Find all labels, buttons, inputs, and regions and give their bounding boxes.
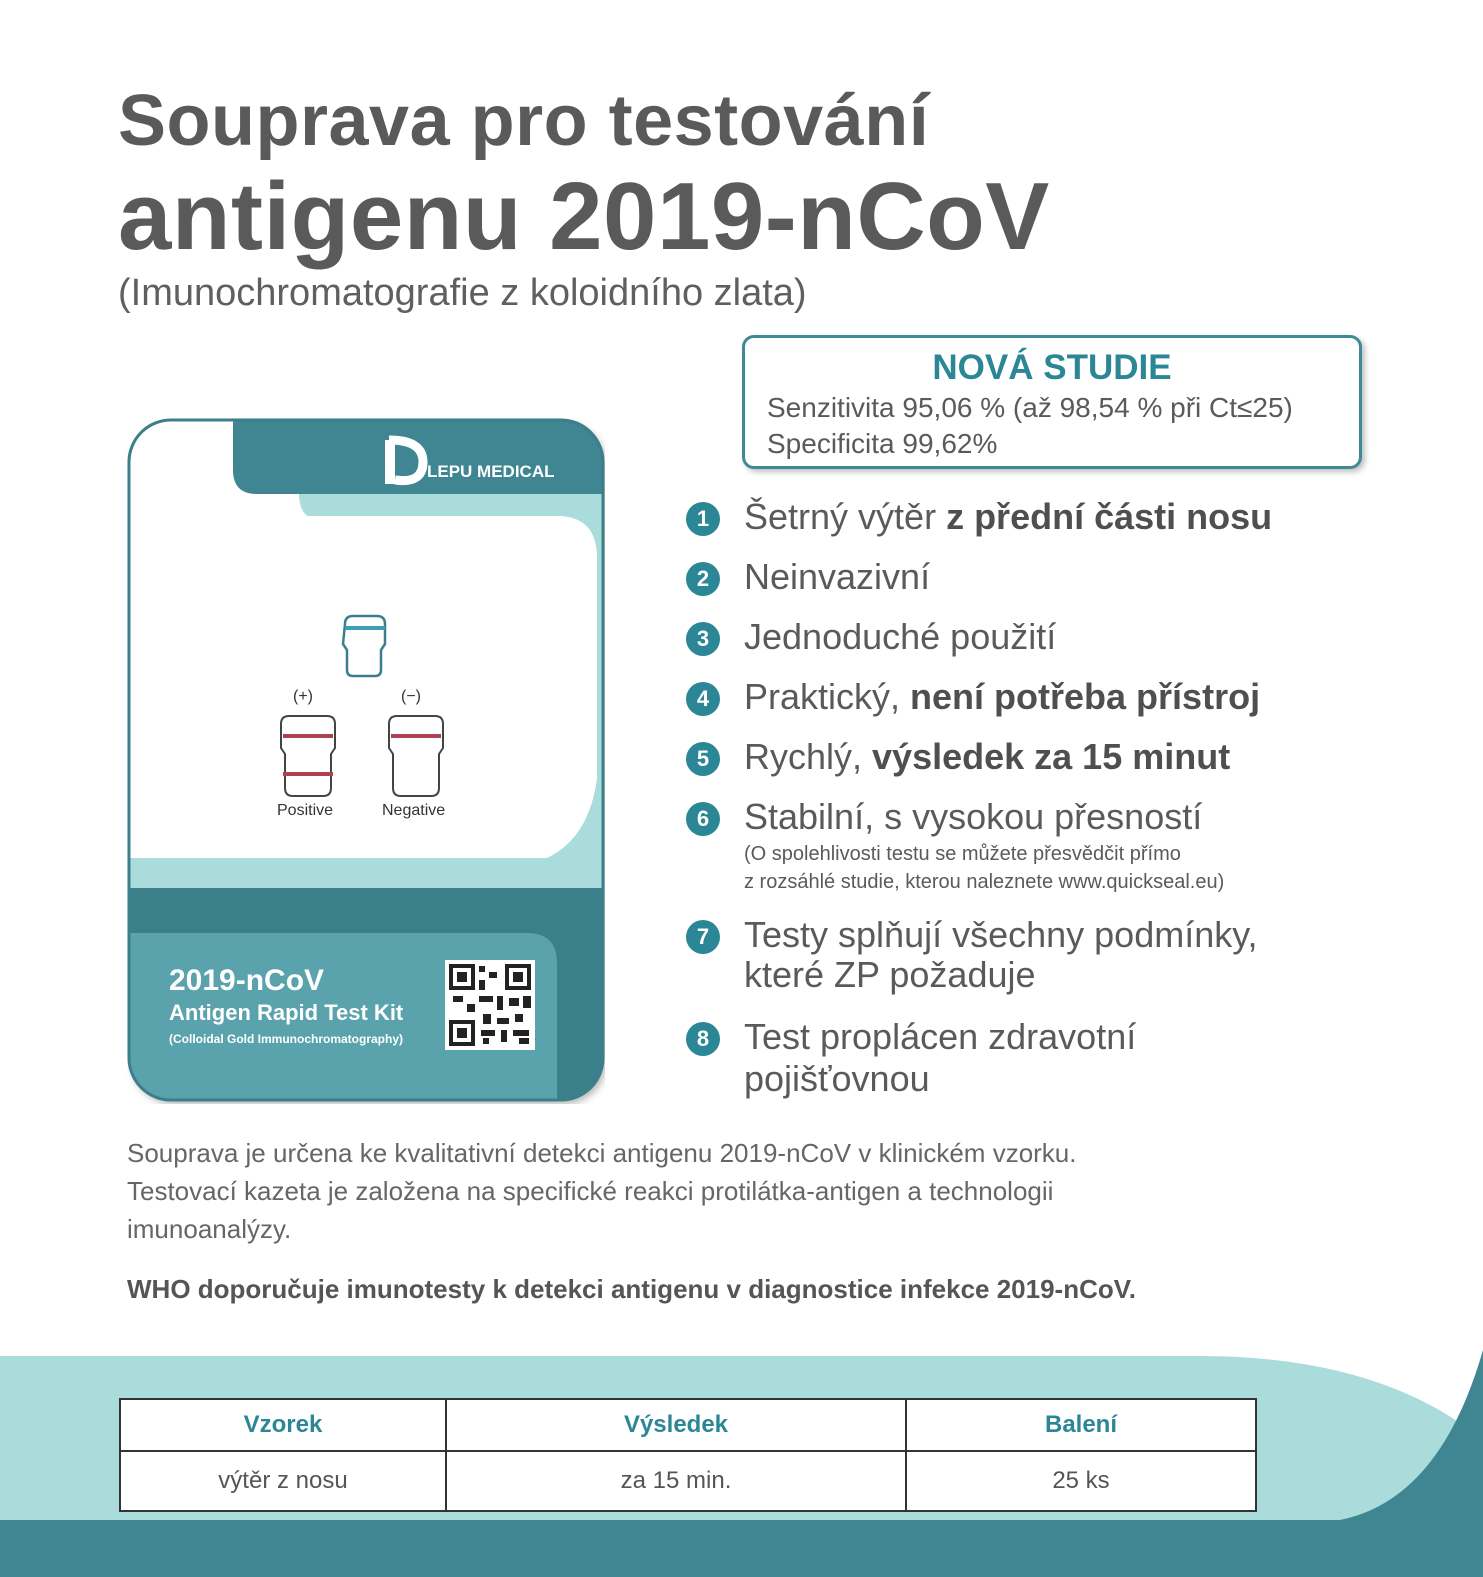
table-cell-result: za 15 min. [446,1451,906,1511]
kit-product-name: Antigen Rapid Test Kit [169,1000,404,1025]
description-line2: Testovací kazeta je založena na specifické reakci protilátka-antigen a technologii [127,1176,1054,1206]
feature-note-line2: z rozsáhlé studie, kterou naleznete www.quickseal.eu) [744,871,1225,893]
study-box [742,335,1362,469]
positive-cassette-icon [281,716,335,796]
study-heading: NOVÁ STUDIE [932,348,1172,387]
number-badge-icon: 2 [686,562,720,596]
page-title-line2: antigenu 2019-nCoV [118,163,1050,270]
feature-bold: není potřeba přístroj [910,676,1261,717]
negative-label: Negative [382,802,446,819]
description-line3: imunoanalýzy. [127,1214,292,1244]
feature-text-line2: pojišťovnou [744,1058,930,1099]
qr-code-icon [445,960,535,1050]
feature-text: Praktický, [744,676,911,717]
study-specificity: Specificita 99,62% [767,428,998,459]
feature-bold: výsledek za 15 minut [872,736,1231,777]
feature-text: Neinvazivní [744,556,931,597]
info-table [119,1398,1257,1512]
feature-text: Test proplácen zdravotní [744,1016,1137,1057]
negative-mark: (−) [401,688,421,705]
kit-product-code: 2019-nCoV [169,964,325,997]
table-cell-sample: výtěr z nosu [120,1451,446,1511]
page-subtitle: (Imunochromatografie z koloidního zlata) [118,272,807,314]
feature-text: Testy splňují všechny podmínky, [744,914,1258,955]
table-header-result: Výsledek [446,1399,906,1451]
positive-label: Positive [277,802,334,819]
number-badge-icon: 3 [686,622,720,656]
kit-box-illustration [127,418,605,1104]
table-header-packaging: Balení [906,1399,1256,1451]
number-badge-icon: 7 [686,920,720,954]
negative-cassette-icon [389,716,443,796]
description-line1: Souprava je určena ke kvalitativní detekci antigenu 2019-nCoV v klinickém vzorku. [127,1138,1077,1168]
study-sensitivity: Senzitivita 95,06 % (až 98,54 % při Ct≤25) [767,392,1293,423]
feature-text: Jednoduché použití [744,616,1057,657]
kit-brand-name: LEPU MEDICAL [427,462,555,481]
table-row [120,1451,1256,1511]
who-statement: WHO doporučuje imunotesty k detekci antigenu v diagnostice infekce 2019-nCoV. [127,1274,1136,1304]
page-title-line1: Souprava pro testování [118,81,930,161]
feature-text: Rychlý, [744,736,873,777]
table-cell-packaging: 25 ks [906,1451,1256,1511]
feature-text: Šetrný výtěr [744,496,947,537]
description [127,1134,1227,1248]
positive-mark: (+) [293,688,313,705]
table-header-sample: Vzorek [120,1399,446,1451]
number-badge-icon: 1 [686,502,720,536]
table-header-row [120,1399,1256,1451]
kit-product-method: (Colloidal Gold Immunochromatography) [169,1032,403,1046]
feature-text-line2: které ZP požaduje [744,954,1036,995]
number-badge-icon: 6 [686,802,720,836]
number-badge-icon: 5 [686,742,720,776]
test-cassette-icon [343,616,385,676]
feature-bold: z přední části nosu [946,496,1273,537]
number-badge-icon: 8 [686,1022,720,1056]
feature-note-line1: (O spolehlivosti testu se můžete přesvědčit přímo [744,843,1181,865]
feature-text: Stabilní, s vysokou přesností [744,796,1203,837]
number-badge-icon: 4 [686,682,720,716]
